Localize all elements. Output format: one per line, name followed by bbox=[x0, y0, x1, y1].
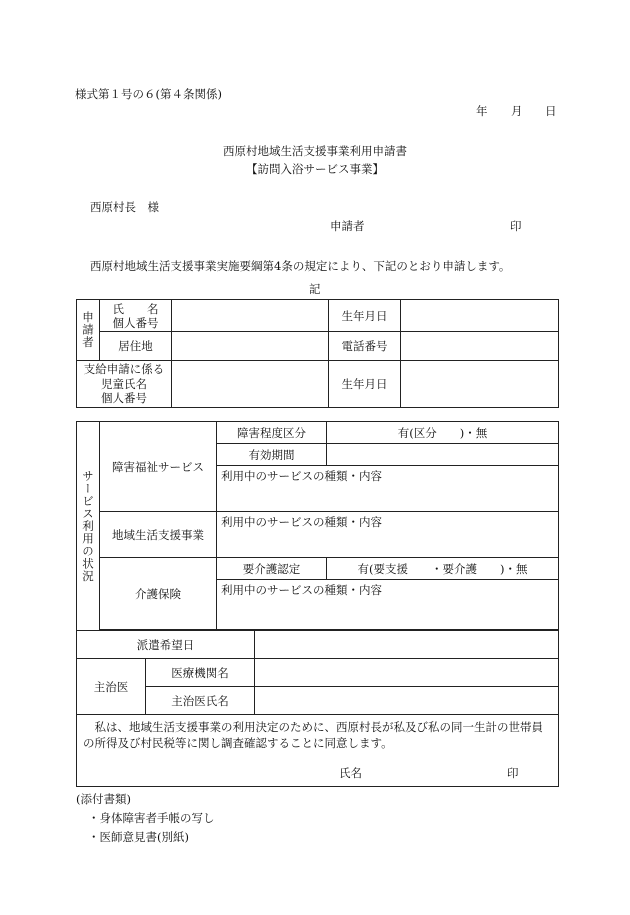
attachment-item-2: ・医師意見書(別紙) bbox=[88, 830, 189, 844]
attachment-item-1: ・身体障害者手帳の写し bbox=[88, 811, 215, 825]
consent-seal: 印 bbox=[507, 766, 519, 780]
hospital-name-label: 医療機関名 bbox=[146, 659, 255, 687]
care-cert-label: 要介護認定 bbox=[217, 558, 327, 580]
local-support-in-use[interactable] bbox=[217, 512, 559, 558]
name-input-cell[interactable] bbox=[172, 300, 329, 332]
dispatch-date-input[interactable] bbox=[255, 631, 559, 659]
date-year: 年 bbox=[476, 104, 488, 118]
address-label: 居住地 bbox=[100, 332, 172, 361]
welfare-in-use[interactable] bbox=[217, 466, 559, 512]
date-month: 月 bbox=[511, 104, 523, 118]
care-cert-value[interactable]: 有(要支援 ・要介護 )・無 bbox=[327, 558, 559, 580]
disability-level-value[interactable]: 有(区分 )・無 bbox=[327, 422, 559, 444]
form-number: 様式第１号の６(第４条関係) bbox=[75, 87, 222, 101]
address-input-cell[interactable] bbox=[172, 332, 329, 361]
birth-input-cell[interactable] bbox=[401, 300, 559, 332]
applicant-group-label: 申請者 bbox=[81, 311, 95, 349]
applicant-table bbox=[76, 299, 559, 408]
child-label-3: 個人番号 bbox=[101, 391, 147, 406]
consent-text: 私は、地域生活支援事業の利用決定のために、西原村長が私及び私の同一生計の世帯員の所得及び村民税等に関し調査確認することに同意します。 bbox=[83, 720, 543, 750]
applicant-group-cell bbox=[77, 300, 100, 361]
welfare-in-use-label: 利用中のサービスの種類・内容 bbox=[221, 469, 382, 483]
addressee: 西原村長 様 bbox=[90, 200, 159, 214]
disability-level-label: 障害程度区分 bbox=[217, 422, 327, 444]
child-input-cell[interactable] bbox=[172, 361, 329, 408]
valid-period-label: 有効期間 bbox=[217, 444, 327, 466]
hospital-name-input[interactable] bbox=[255, 659, 559, 687]
phone-input-cell[interactable] bbox=[401, 332, 559, 361]
care-in-use[interactable] bbox=[217, 580, 559, 630]
name-label-cell bbox=[100, 300, 172, 332]
service-group-cell bbox=[77, 422, 100, 631]
date-day: 日 bbox=[545, 104, 557, 118]
service-group-label: サービス利用の状況 bbox=[81, 469, 95, 583]
local-support-label: 地域生活支援事業 bbox=[100, 512, 217, 558]
consent-cell bbox=[77, 715, 559, 787]
title-line2: 【訪問入浴サービス事業】 bbox=[246, 162, 384, 176]
doctor-group-label: 主治医 bbox=[77, 659, 146, 715]
care-in-use-label: 利用中のサービスの種類・内容 bbox=[221, 583, 382, 597]
birth-label: 生年月日 bbox=[329, 300, 401, 332]
valid-period-input[interactable] bbox=[327, 444, 559, 466]
applicant-seal: 印 bbox=[510, 219, 522, 233]
child-birth-label: 生年月日 bbox=[329, 361, 401, 408]
attachments-heading: (添付書類) bbox=[76, 792, 131, 806]
id-label: 個人番号 bbox=[112, 315, 159, 330]
dispatch-date-label: 派遣希望日 bbox=[77, 631, 255, 659]
name-label: 氏 名 bbox=[112, 301, 159, 316]
intro-text: 西原村地域生活支援事業実施要綱第4条の規定により、下記のとおり申請します。 bbox=[90, 259, 511, 273]
local-support-in-use-label: 利用中のサービスの種類・内容 bbox=[221, 515, 382, 529]
applicant-label: 申請者 bbox=[330, 219, 365, 233]
doctor-name-label: 主治医氏名 bbox=[146, 687, 255, 715]
child-birth-input-cell[interactable] bbox=[401, 361, 559, 408]
child-label-cell bbox=[77, 361, 172, 408]
phone-label: 電話番号 bbox=[329, 332, 401, 361]
title-line1: 西原村地域生活支援事業利用申請書 bbox=[223, 144, 407, 158]
child-label-2: 児童氏名 bbox=[101, 376, 147, 391]
consent-name-label: 氏名 bbox=[339, 766, 362, 780]
service-table bbox=[76, 421, 559, 787]
care-insurance-label: 介護保険 bbox=[100, 558, 217, 630]
welfare-label: 障害福祉サービス bbox=[100, 422, 217, 512]
doctor-name-input[interactable] bbox=[255, 687, 559, 715]
child-label-1: 支給申請に係る bbox=[83, 362, 165, 377]
ki-mark: 記 bbox=[309, 282, 321, 296]
